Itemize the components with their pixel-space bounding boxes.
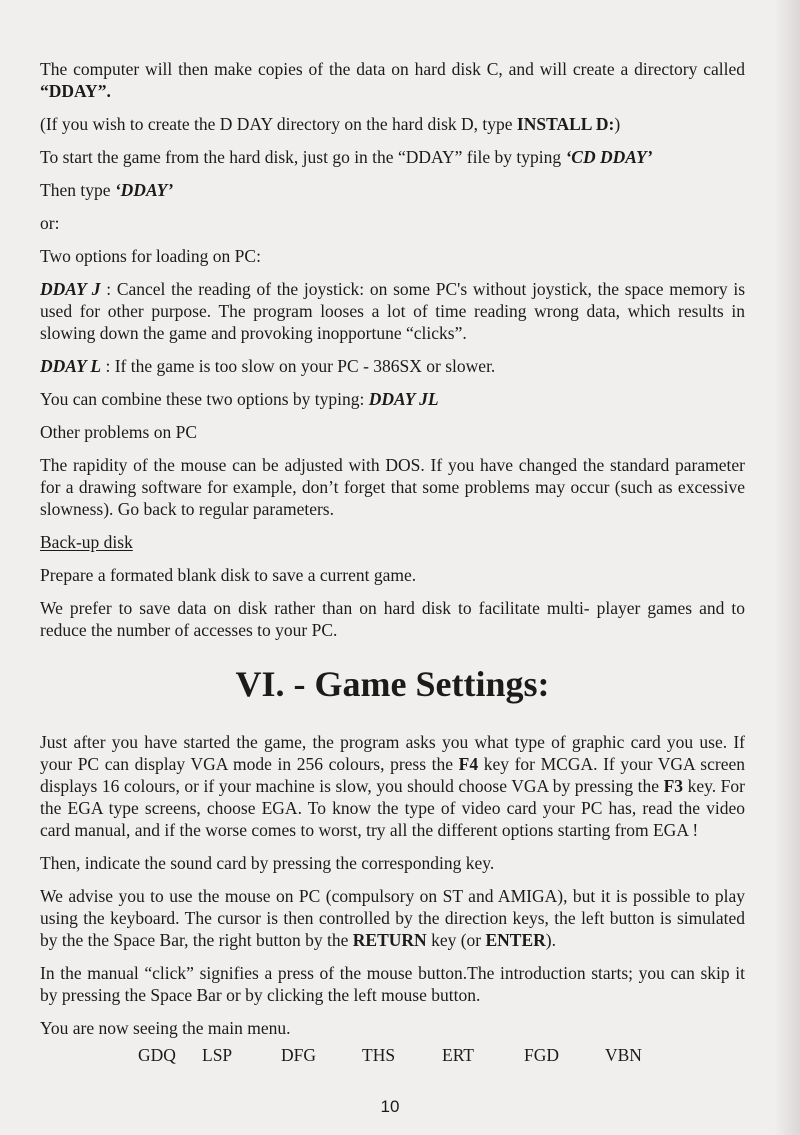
command-dday-l: DDAY L bbox=[40, 356, 102, 376]
key-enter: ENTER bbox=[485, 930, 546, 950]
paragraph-save-data: We prefer to save data on disk rather than on hard disk to facilitate multi- player games and to reduce the number of accesses to your PC. bbox=[40, 598, 745, 640]
text: (If you wish to create the D DAY directory on the hard disk D, type bbox=[40, 114, 517, 134]
paragraph-two-options bbox=[40, 245, 745, 267]
paragraph-install-d bbox=[40, 113, 745, 135]
text: Just after you have started the game, the program asks you what type of graphic card you use. If your PC can display VGA mode in 256 colours, press the bbox=[40, 732, 745, 774]
key-f4: F4 bbox=[458, 754, 479, 774]
command-cd-dday: ‘CD DDAY’ bbox=[565, 147, 653, 167]
paragraph-mouse-rapidity: The rapidity of the mouse can be adjusted with DOS. If you have changed the standard parameter for a drawing software for example, don’t forget that some problems may occur (such as excessive slowness). Go back to regular parameters. bbox=[40, 455, 745, 519]
page-number: 10 bbox=[380, 1097, 400, 1116]
code-word: FGD bbox=[524, 1045, 560, 1065]
text: key. For the EGA type screens, choose EGA. To know the type of video card your PC has, read the video card manual, and if the worse comes to worst, try all the different options starting from EGA ! bbox=[40, 776, 745, 840]
code-word: LSP bbox=[202, 1045, 233, 1065]
backup-disk-label: Back-up disk bbox=[40, 532, 133, 552]
paragraph-dday-j bbox=[40, 278, 745, 344]
code-word: GDQ bbox=[138, 1045, 176, 1065]
paragraph-dday-l bbox=[40, 355, 745, 377]
paragraph-mouse-keyboard bbox=[40, 885, 745, 951]
paragraph-copy-data bbox=[40, 58, 745, 102]
command-dday-j: DDAY J bbox=[40, 279, 101, 299]
text: The computer will then make copies of the data on hard disk C, and will create a directory called bbox=[40, 59, 745, 79]
key-return: RETURN bbox=[352, 930, 427, 950]
code-row bbox=[0, 1045, 800, 1071]
text: ). bbox=[545, 930, 556, 950]
page-edge-shadow bbox=[774, 0, 800, 1135]
text: : Cancel the reading of the joystick: on some PC's without joystick, the space memory is used for other purpose. The program looses a lot of time reading wrong data, which results in slowing down the game and provoking inopportune “clicks”. bbox=[40, 279, 746, 343]
command-dday: ‘DDAY’ bbox=[114, 180, 174, 200]
paragraph-other-problems: Other problems on PC bbox=[40, 422, 198, 442]
directory-name: “DDAY”. bbox=[40, 81, 111, 101]
paragraph-start-game bbox=[40, 146, 745, 168]
heading-backup-disk bbox=[40, 531, 745, 553]
page-content bbox=[40, 58, 745, 1050]
text: : If the game is too slow on your PC - 386SX or slower. bbox=[101, 356, 496, 376]
section-title: VI. - Game Settings: bbox=[235, 664, 550, 704]
key-f3: F3 bbox=[663, 776, 684, 796]
paragraph-sound-card: Then, indicate the sound card by pressing the corresponding key. bbox=[40, 853, 495, 873]
code-word: THS bbox=[362, 1045, 396, 1065]
text: We advise you to use the mouse on PC (compulsory on ST and AMIGA), but it is possible to play using the keyboard. The cursor is then controlled by the direction keys, the left button is simulated by the the Space Bar, the right button by the bbox=[40, 886, 745, 950]
text: key for MCGA. If your VGA screen displays 16 colours, or if your machine is slow, you should choose VGA by pressing the bbox=[40, 754, 745, 796]
code-word: VBN bbox=[605, 1045, 642, 1065]
command-install-d: INSTALL D: bbox=[516, 114, 615, 134]
text: Then type bbox=[40, 180, 115, 200]
code-word: ERT bbox=[442, 1045, 475, 1065]
text: key (or bbox=[426, 930, 486, 950]
paragraph-or: or: bbox=[40, 213, 60, 233]
paragraph-combine bbox=[40, 388, 745, 410]
code-word: DFG bbox=[281, 1045, 317, 1065]
paragraph-prepare-disk: Prepare a formated blank disk to save a current game. bbox=[40, 565, 417, 585]
text: Two options for loading on PC: bbox=[40, 246, 261, 266]
text: ) bbox=[614, 114, 621, 134]
paragraph-main-menu: You are now seeing the main menu. bbox=[40, 1018, 291, 1038]
paragraph-then-type bbox=[40, 179, 745, 201]
text: To start the game from the hard disk, just go in the “DDAY” file by typing bbox=[40, 147, 566, 167]
command-dday-jl: DDAY JL bbox=[368, 389, 439, 409]
paragraph-graphic-card bbox=[40, 731, 745, 841]
text: You can combine these two options by typing: bbox=[40, 389, 369, 409]
paragraph-click-meaning: In the manual “click” signifies a press of the mouse button.The introduction starts; you can skip it by pressing the Space Bar or by clicking the left mouse button. bbox=[40, 963, 745, 1005]
